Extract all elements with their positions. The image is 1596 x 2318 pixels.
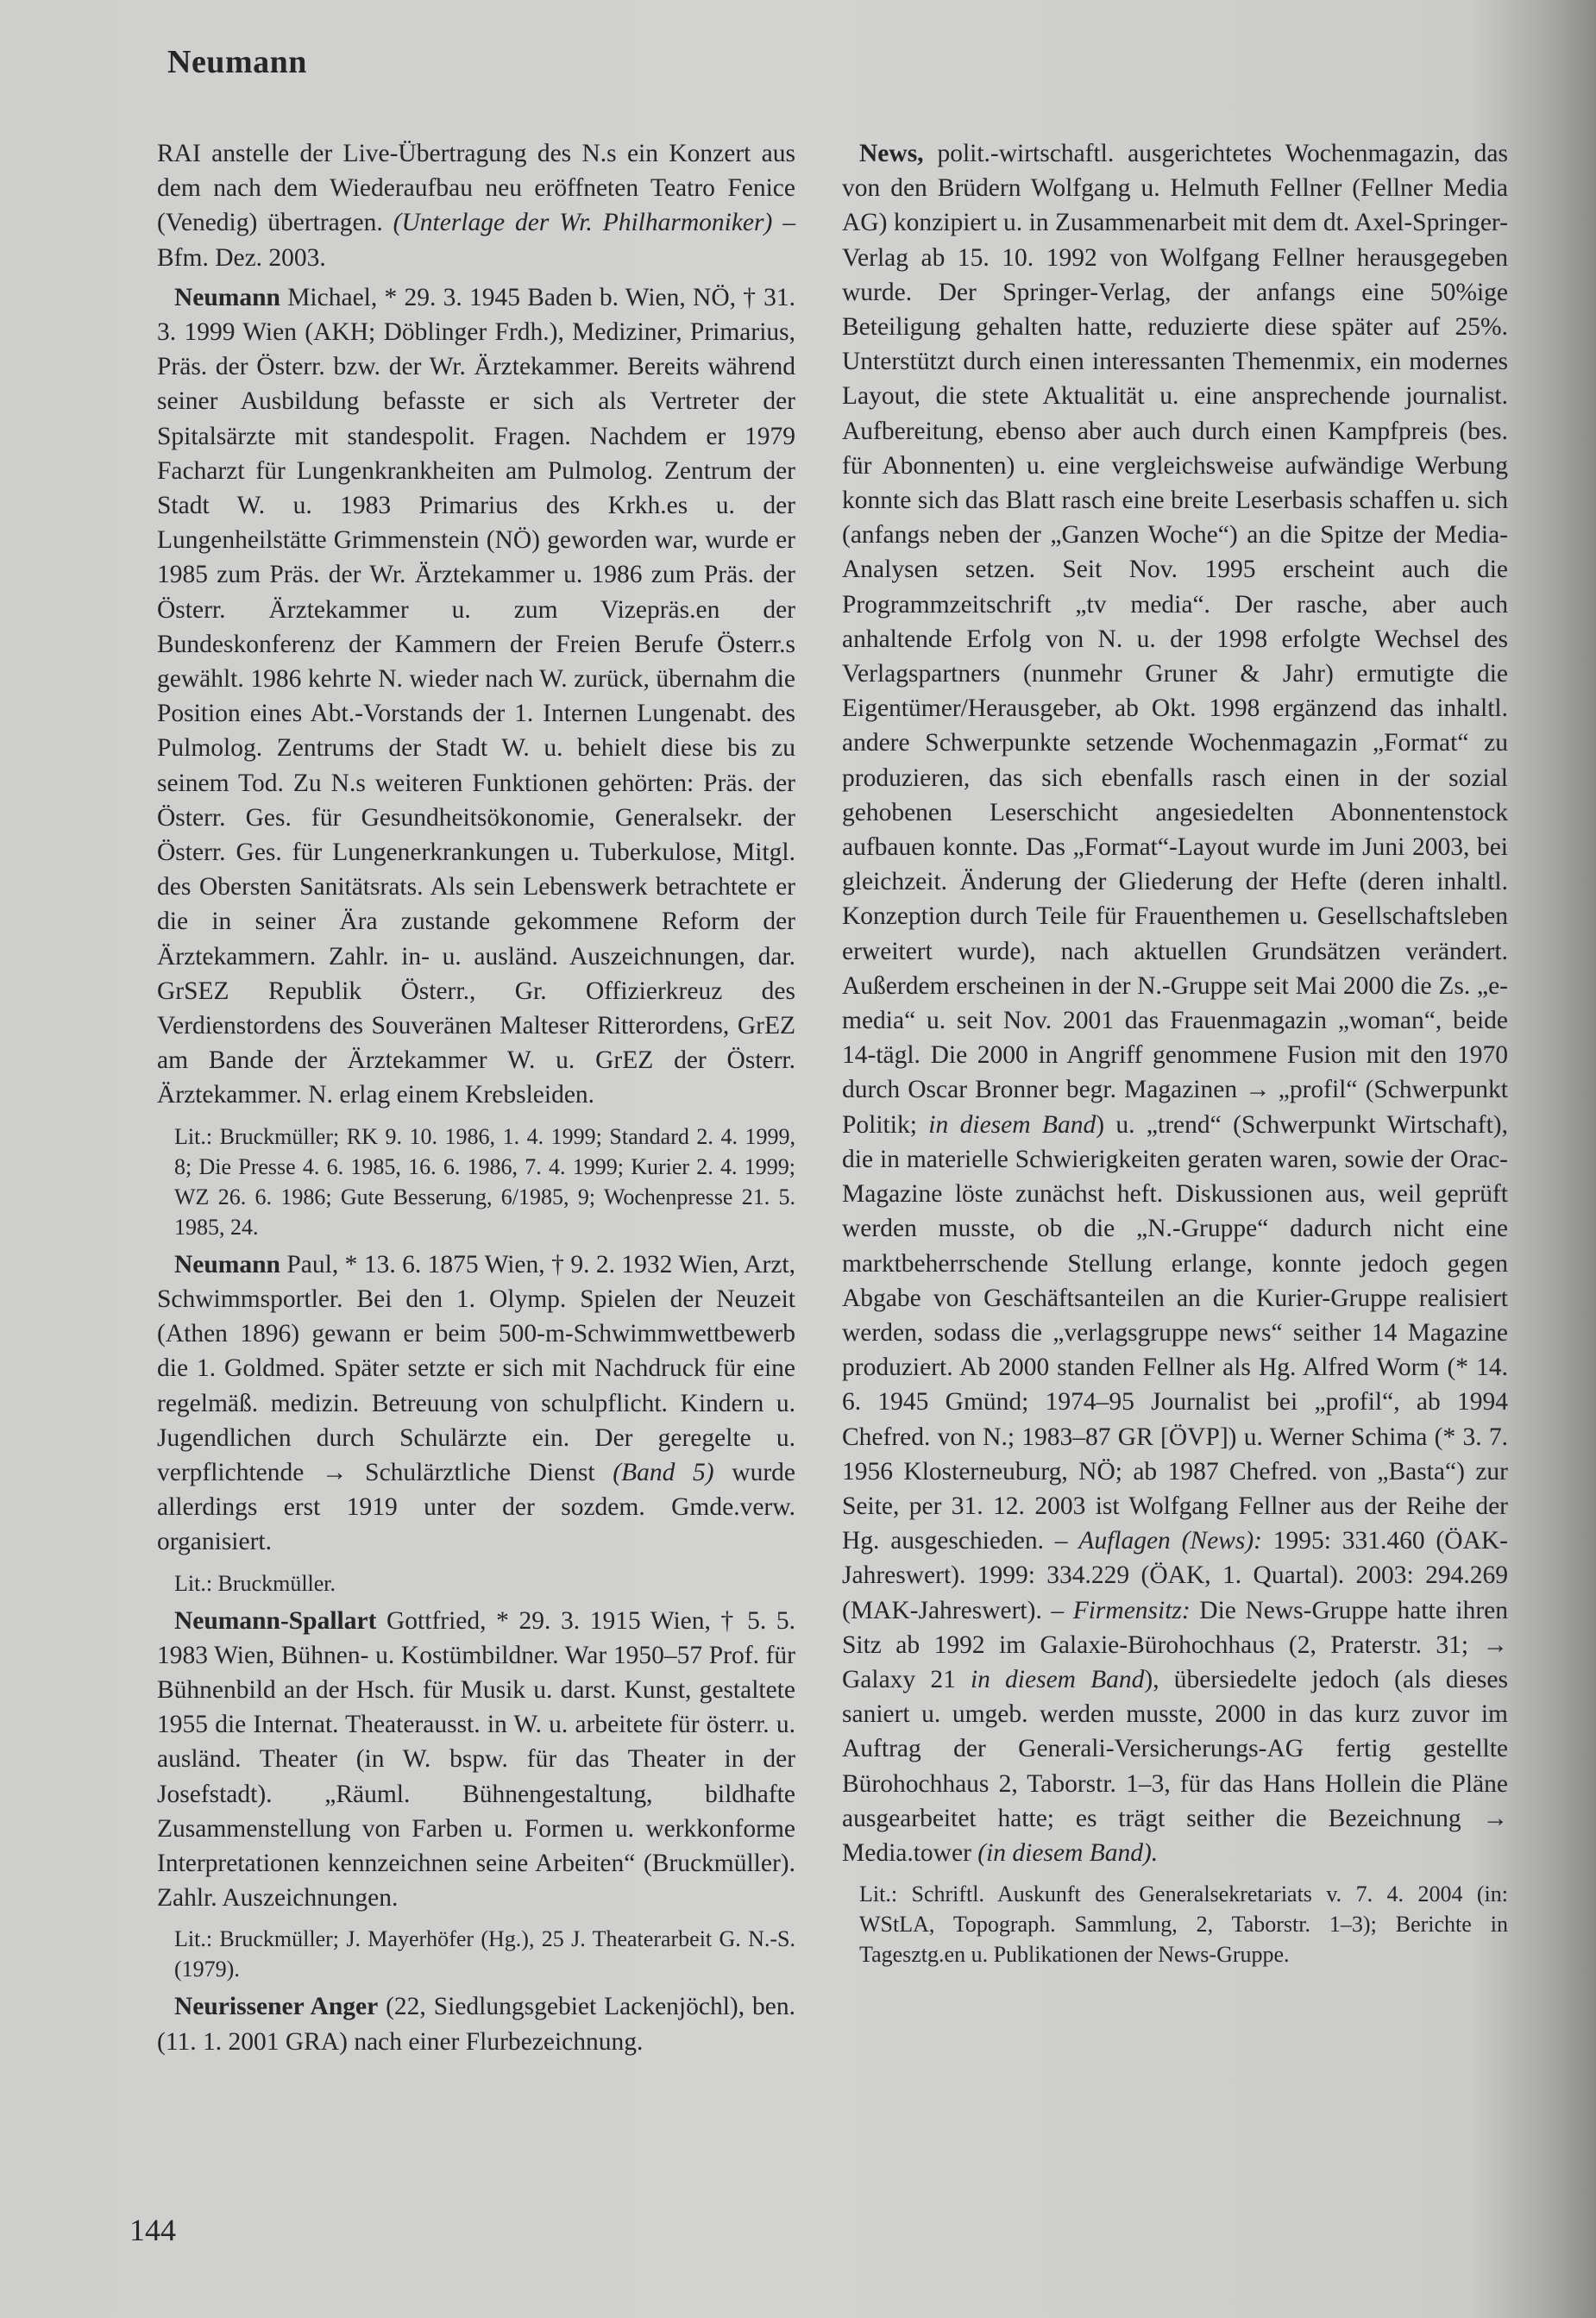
headword: Neumann-Spallart [174,1606,377,1635]
right-column [842,136,1508,1969]
running-header: Neumann [167,44,307,80]
headword: Neumann [174,1250,280,1278]
literature-note: Lit.: Schriftl. Auskunft des Generalsekretariats v. 7. 4. 2004 (in: WStLA, Topograph. Sammlung, 2, Taborstr. 1–3); Berichte in Tagesztg.en u. Publikationen der News-Gruppe. [859,1881,1508,1968]
page-number: 144 [129,2213,176,2247]
entry-neumann-spallart: Neumann-Spallart Gottfried, * 29. 3. 1915 Wien, † 5. 5. 1983 Wien, Bühnen- u. Kostümbildner. War 1950–57 Prof. für Bühnenbild an der Hsch. für Musik u. darst. Kunst, gestaltete 1955 die Internat. Theaterausst. in W. u. arbeitete für österr. u. ausländ. Theater (in W. bspw. für das Theater in der Josefstadt). „Räuml. Bühnengestaltung, bildhafte Zusammenstellung von Farben u. Formen u. werkkonforme Interpretationen kennzeichnen seine Arbeiten“ (Bruckmüller). Zahlr. Auszeichnungen. [157,1606,795,1913]
section-label: Firmensitz: [1072,1596,1191,1624]
literature-note: Lit.: Bruckmüller. [174,1570,336,1596]
continued-entry: RAI anstelle der Live-Übertragung des N.s ein Konzert aus dem nach dem Wiederaufbau neu eröffneten Teatro Fenice (Venedig) übertragen. (Unterlage der Wr. Philharmoniker) – Bfm. Dez. 2003. [157,140,795,272]
cross-reference: (in diesem Band). [977,1838,1159,1867]
left-column [157,136,795,2059]
section-label: Auflagen (News): [1078,1527,1262,1555]
literature-note: Lit.: Bruckmüller; J. Mayerhöfer (Hg.), 25 J. Theaterarbeit G. N.-S. (1979). [174,1926,795,1982]
entry-neumann-paul: Neumann Paul, * 13. 6. 1875 Wien, † 9. 2. 1932 Wien, Arzt, Schwimmsportler. Bei den 1. Olymp. Spielen der Neuzeit (Athen 1896) gewann er beim 500-m-Schwimmwettbewerb die 1. Goldmed. Später setzte er sich mit Nachdruck für eine regelmäß. medizin. Betreuung von schulpflicht. Kindern u. Jugendlichen durch Schulärzte ein. Der geregelte u. verpflichtende → Schulärztliche Dienst (Band 5) wurde allerdings erst 1919 unter der sozdem. Gmde.verw. organisiert. [157,1250,795,1556]
cross-reference: in diesem Band [970,1665,1145,1693]
headword: Neumann [174,283,280,311]
entry-neumann-michael: Neumann Michael, * 29. 3. 1945 Baden b. Wien, NÖ, † 31. 3. 1999 Wien (AKH; Döblinger Frdh.), Mediziner, Primarius, Präs. der Österr. bzw. der Wr. Ärztekammer. Bereits während seiner Ausbildung befasste er sich als Vertreter der Spitalsärzte mit standespolit. Fragen. Nachdem er 1979 Facharzt für Lungenkrankheiten am Pulmolog. Zentrum der Stadt W. u. 1983 Primarius des Krkh.es u. der Lungenheilstätte Grimmenstein (NÖ) geworden war, wurde er 1985 zum Präs. der Wr. Ärztekammer u. 1986 zum Präs. der Österr. Ärztekammer u. zum Vizepräs.en der Bundeskonferenz der Kammern der Freien Berufe Österr.s gewählt. 1986 kehrte N. wieder nach W. zurück, übernahm die Position eines Abt.-Vorstands der 1. Internen Lungenabt. des Pulmolog. Zentrums der Stadt W. u. behielt diese bis zu seinem Tod. Zu N.s weiteren Funktionen gehörten: Präs. der Österr. Ges. für Gesundheitsökonomie, Generalsekr. der Österr. Ges. für Lungenerkrankungen u. Tuberkulose, Mitgl. des Obersten Sanitätsrats. Als sein Lebenswerk betrachtete er die in seiner Ära zustande gekommene Reform der Ärztekammern. Zahlr. in- u. ausländ. Auszeichnungen, dar. GrSEZ Republik Österr., Gr. Offizierkreuz des Verdienstordens des Souveränen Malteser Ritterordens, GrEZ am Bande der Ärztekammer W. u. GrEZ der Österr. Ärztekammer. N. erlag einem Krebsleiden. [157,283,795,1109]
literature-note: Lit.: Bruckmüller; RK 9. 10. 1986, 1. 4. 1999; Standard 2. 4. 1999, 8; Die Presse 4. 6. 1985, 16. 6. 1986, 7. 4. 1999; Kurier 2. 4. 1999; WZ 26. 6. 1986; Gute Besserung, 6/1985, 9; Wochenpresse 21. 5. 1985, 24. [174,1123,795,1240]
cross-reference: (Band 5) [613,1458,714,1486]
headword: Neurissener Anger [174,1993,379,2021]
cross-reference: in diesem Band [916,1110,1096,1139]
headword: News, [859,140,924,167]
source-note: (Unterlage der Wr. Philharmoniker) [393,209,773,237]
entry-news: News, polit.-wirtschaftl. ausgerichtetes Wochenmagazin, das von den Brüdern Wolfgang u. Helmuth Fellner (Fellner Media AG) konzipiert u. in Zusammenarbeit mit dem dt. Axel-Springer-Verlag ab 15. 10. 1992 von Wolfgang Fellner herausgegeben wurde. Der Springer-Verlag, der anfangs eine 50%ige Beteiligung gehalten hatte, reduzierte diese später auf 25%. Unterstützt durch einen interessanten Themenmix, ein modernes Layout, die stete Aktualität u. eine ansprechende journalist. Aufbereitung, ebenso aber auch durch einen Kampfpreis (bes. für Abonnenten) u. eine vergleichsweise aufwändige Werbung konnte sich das Blatt rasch eine breite Leserbasis schaffen u. sich (anfangs neben der „Ganzen Woche“) an die Spitze der Media-Analysen setzen. Seit Nov. 1995 erscheint auch die Programmzeitschrift „tv media“. Der rasche, aber auch anhaltende Erfolg von N. u. der 1998 erfolgte Wechsel des Verlagspartners (nunmehr Gruner & Jahr) ermutigte die Eigentümer/Herausgeber, ab Okt. 1998 ergänzend das inhaltl. andere Schwerpunkte setzende Wochenmagazin „Format“ zu produzieren, das sich ebenfalls rasch einen in der sozial gehobenen Leserschicht angesiedelten Abonnentenstock aufbauen konnte. Das „Format“-Layout wurde im Juni 2003, bei gleichzeit. Änderung der Gliederung der Hefte (deren inhaltl. Konzeption durch Teile für Frauenthemen u. Gesellschaftsleben erweitert wurde), nach aktuellen Grundsätzen verändert. Außerdem erscheinen in der N.-Gruppe seit Mai 2000 die Zs. „e-media“ u. seit Nov. 2001 das Frauenmagazin „woman“, beide 14-tägl. Die 2000 in Angriff genommene Fusion mit den 1970 durch Oscar Bronner begr. Magazinen → „profil“ (Schwerpunkt Politik; in diesem Band) u. „trend“ (Schwerpunkt Wirtschaft), die in materielle Schwierigkeiten geraten waren, sowie der Orac-Magazine löste zunächst heft. Diskussionen aus, weil geprüft werden musste, ob die „N.-Gruppe“ dadurch nicht eine marktbeherrschende Stellung erlange, konnte jedoch gegen Abgabe von Geschäftsanteilen an die Kurier-Gruppe realisiert werden, sodass die „verlagsgruppe news“ seither 14 Magazine produziert. Ab 2000 standen Fellner als Hg. Alfred Worm (* 14. 6. 1945 Gmünd; 1974–95 Journalist bei „profil“, ab 1994 Chefred. von N.; 1983–87 GR [ÖVP]) u. Werner Schima (* 3. 7. 1956 Klosterneuburg, NÖ; ab 1987 Chefred. von „Basta“) zur Seite, per 31. 12. 2003 ist Wolfgang Fellner aus der Reihe der Hg. ausgeschieden. – Auflagen (News): 1995: 331.460 (ÖAK-Jahreswert). 1999: 334.229 (ÖAK, 1. Quartal). 2003: 294.269 (MAK-Jahreswert). – Firmensitz: Die News-Gruppe hatte ihren Sitz ab 1992 im Galaxie-Bürohochhaus (2, Praterstr. 31; → Galaxy 21 in diesem Band), übersiedelte jedoch (als dieses saniert u. umgeb. werden musste, 2000 in das kurz zuvor im Auftrag der Generali-Versicherungs-AG fertig gestellte Bürohochhaus 2, Taborstr. 1–3, für das Hans Hollein die Pläne ausgearbeitet hatte; es trägt seither die Bezeichnung → Media.tower (in diesem Band). [842,140,1508,1867]
entry-neurissener-anger: Neurissener Anger (22, Siedlungsgebiet Lackenjöchl), ben. (11. 1. 2001 GRA) nach einer Flurbezeichnung. [157,1993,796,2056]
